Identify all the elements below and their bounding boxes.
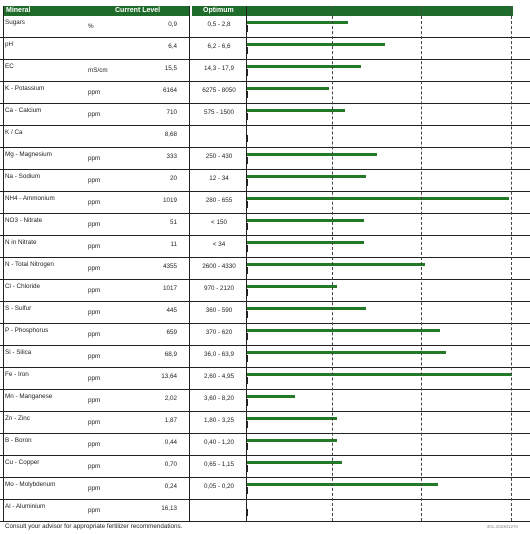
level-bar [247,175,366,178]
table-row [0,501,530,523]
table-row [0,149,530,171]
table-row [0,369,530,391]
table-row [0,325,530,347]
bar-start-tick [247,399,248,406]
mineral-name: S - Sulfur [5,305,32,312]
table-row [0,303,530,325]
bar-start-tick [247,465,248,472]
table-row [0,457,530,479]
row-separator [0,411,530,412]
table-row [0,39,530,61]
header-mineral: Mineral [6,7,31,14]
level-bar [247,109,345,112]
level-bar [247,483,438,486]
bar-start-tick [247,289,248,296]
bar-start-tick [247,113,248,120]
table-row [0,479,530,501]
mineral-unit: mS/cm [88,67,108,74]
table-row [0,215,530,237]
bar-start-tick [247,223,248,230]
optimum-range: 370 - 620 [205,329,233,336]
optimum-range: 14,3 - 17,9 [203,65,235,72]
bar-start-tick [247,377,248,384]
row-separator [0,213,530,214]
level-bar [247,285,337,288]
row-separator [0,367,530,368]
row-separator [0,477,530,478]
document-code: 301.20230127e [486,524,518,529]
row-separator [0,499,530,500]
current-level-value: 16,13 [161,505,177,512]
mineral-name: Cl - Chloride [5,283,40,290]
mineral-unit: ppm [88,221,101,228]
current-level-value: 6,4 [168,43,177,50]
current-level-value: 0,9 [168,21,177,28]
level-bar [247,329,440,332]
row-separator [0,37,530,38]
current-level-value: 333 [166,153,177,160]
footer-note: Consult your advisor for appropriate fertilizer recommendations. [5,523,183,530]
chart-line-high [421,6,422,521]
current-level-value: 0,24 [164,483,177,490]
optimum-range: 36,0 - 63,9 [203,351,235,358]
header-bar-mineral [3,6,189,16]
mineral-name: NO3 - Nitrate [5,217,43,224]
bar-start-tick [247,135,248,142]
optimum-range: 2600 - 4330 [202,263,236,270]
level-bar [247,219,364,222]
level-bar [247,351,446,354]
bar-start-tick [247,91,248,98]
current-level-value: 15,5 [164,65,177,72]
level-bar [247,241,364,244]
mineral-unit: ppm [88,265,101,272]
mineral-unit: ppm [88,485,101,492]
current-level-value: 659 [166,329,177,336]
mineral-unit: ppm [88,89,101,96]
level-bar [247,153,377,156]
col-line-opt [246,6,247,521]
mineral-name: pH [5,41,14,48]
mineral-unit: ppm [88,507,101,514]
current-level-value: 1017 [162,285,177,292]
mineral-name: EC [5,63,14,70]
mineral-name: Sugars [5,19,25,26]
current-level-value: 445 [166,307,177,314]
mineral-name: B - Boron [5,437,32,444]
bar-start-tick [247,69,248,76]
level-bar [247,307,366,310]
table-row [0,193,530,215]
current-level-value: 2,02 [164,395,177,402]
optimum-range: 0,5 - 2,8 [207,21,231,28]
header-bar-chart [246,6,513,16]
optimum-range: < 34 [212,241,226,248]
table-row [0,281,530,303]
mineral-unit: ppm [88,375,101,382]
current-level-value: 68,9 [164,351,177,358]
row-separator [0,389,530,390]
bar-start-tick [247,509,248,516]
mineral-unit: ppm [88,353,101,360]
mineral-unit: ppm [88,287,101,294]
optimum-range: < 150 [211,219,227,226]
header-bar-optimum [192,6,246,16]
level-bar [247,439,337,442]
table-row [0,17,530,39]
mineral-unit: ppm [88,243,101,250]
level-bar [247,87,329,90]
mineral-name: Cu - Copper [5,459,40,466]
bar-start-tick [247,355,248,362]
bar-start-tick [247,443,248,450]
row-separator [0,521,530,522]
current-level-value: 11 [170,241,177,248]
level-bar [247,461,342,464]
current-level-value: 8,68 [164,131,177,138]
table-row [0,171,530,193]
mineral-name: K - Potassium [5,85,45,92]
bar-start-tick [247,421,248,428]
mineral-name: N - Total Nitrogen [5,261,54,268]
level-bar [247,373,512,376]
table-row [0,347,530,369]
row-separator [0,147,530,148]
optimum-range: 280 - 655 [205,197,233,204]
mineral-name: Zn - Zinc [5,415,30,422]
optimum-range: 0,40 - 1,20 [203,439,235,446]
table-row [0,83,530,105]
optimum-range: 12 - 34 [209,175,229,182]
row-separator [0,301,530,302]
row-separator [0,125,530,126]
optimum-range: 0,65 - 1,15 [203,461,235,468]
header-optimum: Optimum [203,7,234,14]
row-separator [0,169,530,170]
optimum-range: 2,60 - 4,95 [203,373,235,380]
table-row [0,61,530,83]
row-separator [0,191,530,192]
optimum-range: 970 - 2120 [203,285,235,292]
mineral-name: Mo - Molybdenum [5,481,56,488]
optimum-range: 3,60 - 8,20 [203,395,235,402]
level-bar [247,65,361,68]
mineral-unit: ppm [88,419,101,426]
current-level-value: 51 [169,219,177,226]
mineral-unit: ppm [88,331,101,338]
mineral-unit: ppm [88,441,101,448]
col-line-left [3,6,4,521]
row-separator [0,345,530,346]
row-separator [0,455,530,456]
mineral-name: Mg - Magnesium [5,151,52,158]
header-current-level: Current Level [115,7,161,14]
table-row [0,127,530,149]
row-separator [0,103,530,104]
current-level-value: 20 [169,175,177,182]
mineral-name: Si - Silica [5,349,32,356]
level-bar [247,395,295,398]
mineral-name: K / Ca [5,129,23,136]
level-bar [247,197,509,200]
mineral-unit: ppm [88,309,101,316]
table-row [0,435,530,457]
current-level-value: 1,87 [164,417,177,424]
row-separator [0,81,530,82]
mineral-name: Na - Sodium [5,173,40,180]
mineral-unit: ppm [88,177,101,184]
bar-start-tick [247,201,248,208]
row-separator [0,279,530,280]
bar-start-tick [247,267,248,274]
optimum-range: 6,2 - 6,6 [207,43,231,50]
level-bar [247,263,425,266]
level-bar [247,417,337,420]
table-row [0,105,530,127]
row-separator [0,59,530,60]
optimum-range: 0,05 - 0,20 [203,483,235,490]
mineral-unit: % [88,23,94,30]
current-level-value: 6164 [162,87,177,94]
row-separator [0,235,530,236]
optimum-range: 250 - 430 [205,153,233,160]
mineral-name: Mn - Manganese [5,393,53,400]
bar-start-tick [247,47,248,54]
mineral-unit: ppm [88,199,101,206]
col-line-mid [189,6,190,521]
mineral-name: NH4 - Ammonium [5,195,55,202]
current-level-value: 710 [166,109,177,116]
bar-start-tick [247,333,248,340]
current-level-value: 4355 [162,263,177,270]
bar-start-tick [247,311,248,318]
table-row [0,391,530,413]
bar-start-tick [247,179,248,186]
mineral-unit: ppm [88,111,101,118]
mineral-name: Al - Aluminium [5,503,46,510]
mineral-unit: ppm [88,463,101,470]
row-separator [0,433,530,434]
mineral-name: Fe - Iron [5,371,29,378]
level-bar [247,43,385,46]
current-level-value: 0,44 [164,439,177,446]
bar-start-tick [247,487,248,494]
current-level-value: 1019 [162,197,177,204]
bar-start-tick [247,245,248,252]
chart-line-low [332,6,333,521]
mineral-unit: ppm [88,397,101,404]
chart-line-end [511,6,512,521]
bar-start-tick [247,157,248,164]
current-level-value: 0,70 [164,461,177,468]
row-separator [0,257,530,258]
mineral-name: N in Nitrate [5,239,37,246]
bar-start-tick [247,25,248,32]
optimum-range: 1,80 - 3,25 [203,417,235,424]
mineral-name: P - Phosphorus [5,327,49,334]
mineral-name: Ca - Calcium [5,107,42,114]
table-row [0,413,530,435]
current-level-value: 13,64 [161,373,177,380]
table-row [0,259,530,281]
table-row [0,237,530,259]
optimum-range: 575 - 1500 [203,109,235,116]
optimum-range: 6275 - 8050 [202,87,236,94]
row-separator [0,323,530,324]
optimum-range: 360 - 590 [205,307,233,314]
mineral-unit: ppm [88,155,101,162]
